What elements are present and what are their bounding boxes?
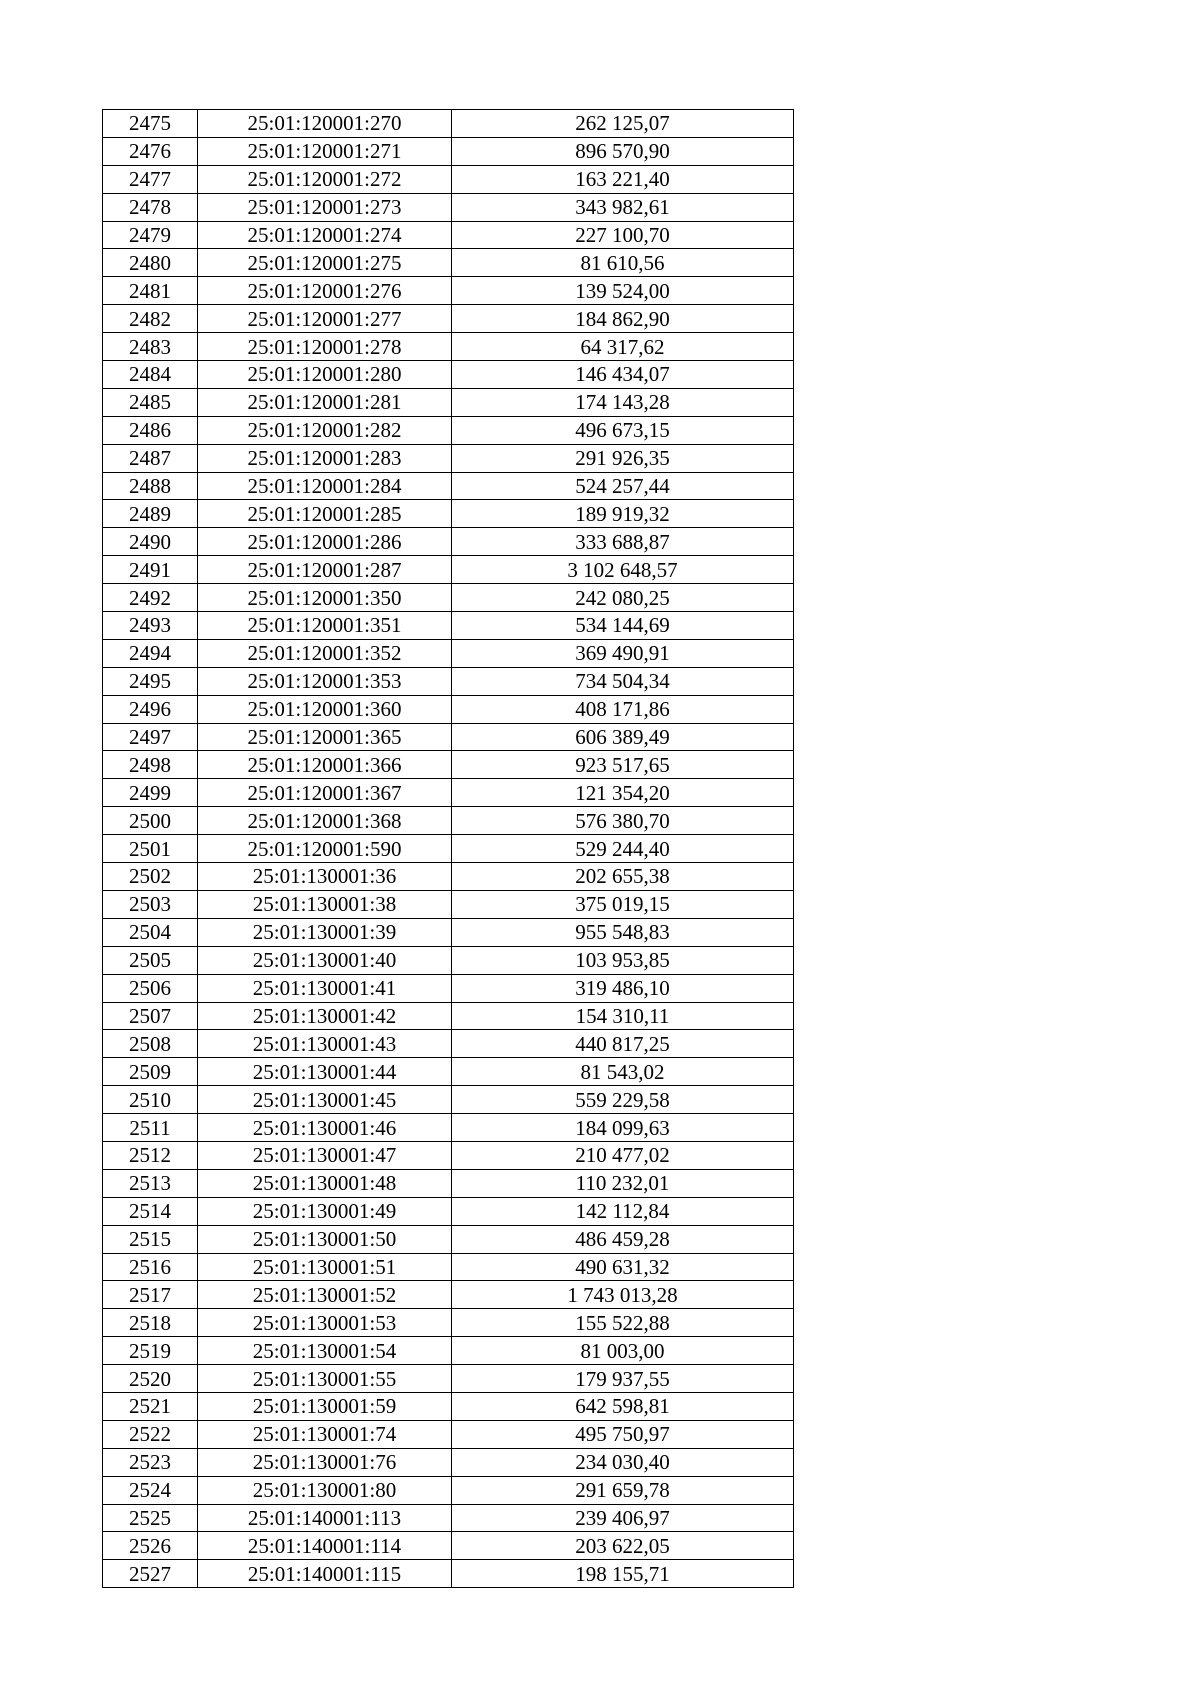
row-number-cell: 2517 — [103, 1281, 198, 1309]
cadastral-number-cell: 25:01:120001:351 — [198, 612, 452, 640]
table-row — [103, 500, 794, 528]
table-row — [103, 1420, 794, 1448]
row-number-cell: 2522 — [103, 1420, 198, 1448]
value-cell: 333 688,87 — [452, 528, 794, 556]
row-number-cell: 2509 — [103, 1058, 198, 1086]
cadastral-number-cell: 25:01:120001:270 — [198, 110, 452, 138]
row-number-cell: 2511 — [103, 1114, 198, 1142]
row-number-cell: 2480 — [103, 249, 198, 277]
cadastral-number-cell: 25:01:130001:47 — [198, 1141, 452, 1169]
table-row — [103, 890, 794, 918]
cadastral-number-cell: 25:01:120001:280 — [198, 361, 452, 389]
cadastral-number-cell: 25:01:120001:353 — [198, 667, 452, 695]
row-number-cell: 2518 — [103, 1309, 198, 1337]
cadastral-number-cell: 25:01:130001:48 — [198, 1169, 452, 1197]
row-number-cell: 2525 — [103, 1504, 198, 1532]
row-number-cell: 2527 — [103, 1560, 198, 1588]
table-row — [103, 1169, 794, 1197]
row-number-cell: 2519 — [103, 1337, 198, 1365]
row-number-cell: 2490 — [103, 528, 198, 556]
table-row — [103, 221, 794, 249]
value-cell: 343 982,61 — [452, 193, 794, 221]
value-cell: 81 610,56 — [452, 249, 794, 277]
table-row — [103, 333, 794, 361]
cadastral-number-cell: 25:01:120001:365 — [198, 723, 452, 751]
row-number-cell: 2483 — [103, 333, 198, 361]
value-cell: 146 434,07 — [452, 361, 794, 389]
cadastral-number-cell: 25:01:120001:274 — [198, 221, 452, 249]
cadastral-number-cell: 25:01:120001:277 — [198, 305, 452, 333]
value-cell: 955 548,83 — [452, 918, 794, 946]
row-number-cell: 2482 — [103, 305, 198, 333]
value-cell: 81 003,00 — [452, 1337, 794, 1365]
value-cell: 291 926,35 — [452, 444, 794, 472]
row-number-cell: 2505 — [103, 946, 198, 974]
table-row — [103, 277, 794, 305]
table-row — [103, 1560, 794, 1588]
value-cell: 529 244,40 — [452, 835, 794, 863]
table-row — [103, 946, 794, 974]
cadastral-number-cell: 25:01:130001:40 — [198, 946, 452, 974]
table-row — [103, 444, 794, 472]
value-cell: 1 743 013,28 — [452, 1281, 794, 1309]
row-number-cell: 2495 — [103, 667, 198, 695]
cadastral-number-cell: 25:01:140001:113 — [198, 1504, 452, 1532]
value-cell: 642 598,81 — [452, 1392, 794, 1420]
row-number-cell: 2477 — [103, 165, 198, 193]
row-number-cell: 2499 — [103, 779, 198, 807]
table-row — [103, 612, 794, 640]
value-cell: 184 099,63 — [452, 1114, 794, 1142]
value-cell: 179 937,55 — [452, 1365, 794, 1393]
row-number-cell: 2503 — [103, 890, 198, 918]
value-cell: 154 310,11 — [452, 1002, 794, 1030]
table-row — [103, 137, 794, 165]
table-row — [103, 361, 794, 389]
value-cell: 486 459,28 — [452, 1225, 794, 1253]
table-row — [103, 305, 794, 333]
table-row — [103, 918, 794, 946]
cadastral-value-table — [102, 109, 794, 1588]
cadastral-number-cell: 25:01:130001:43 — [198, 1030, 452, 1058]
row-number-cell: 2479 — [103, 221, 198, 249]
value-cell: 896 570,90 — [452, 137, 794, 165]
value-cell: 369 490,91 — [452, 639, 794, 667]
cadastral-number-cell: 25:01:120001:367 — [198, 779, 452, 807]
value-cell: 496 673,15 — [452, 416, 794, 444]
row-number-cell: 2496 — [103, 695, 198, 723]
table-row — [103, 1225, 794, 1253]
value-cell: 375 019,15 — [452, 890, 794, 918]
table-row — [103, 584, 794, 612]
row-number-cell: 2494 — [103, 639, 198, 667]
cadastral-number-cell: 25:01:130001:41 — [198, 974, 452, 1002]
row-number-cell: 2512 — [103, 1141, 198, 1169]
row-number-cell: 2478 — [103, 193, 198, 221]
row-number-cell: 2476 — [103, 137, 198, 165]
cadastral-number-cell: 25:01:130001:50 — [198, 1225, 452, 1253]
row-number-cell: 2506 — [103, 974, 198, 1002]
table-row — [103, 472, 794, 500]
value-cell: 319 486,10 — [452, 974, 794, 1002]
cadastral-number-cell: 25:01:130001:45 — [198, 1086, 452, 1114]
cadastral-number-cell: 25:01:120001:283 — [198, 444, 452, 472]
row-number-cell: 2507 — [103, 1002, 198, 1030]
row-number-cell: 2493 — [103, 612, 198, 640]
cadastral-number-cell: 25:01:130001:44 — [198, 1058, 452, 1086]
row-number-cell: 2485 — [103, 388, 198, 416]
cadastral-number-cell: 25:01:130001:80 — [198, 1476, 452, 1504]
row-number-cell: 2504 — [103, 918, 198, 946]
cadastral-number-cell: 25:01:120001:276 — [198, 277, 452, 305]
value-cell: 923 517,65 — [452, 751, 794, 779]
table-row — [103, 416, 794, 444]
value-cell: 227 100,70 — [452, 221, 794, 249]
table-row — [103, 835, 794, 863]
table-row — [103, 1281, 794, 1309]
table-row — [103, 110, 794, 138]
row-number-cell: 2488 — [103, 472, 198, 500]
table-row — [103, 388, 794, 416]
cadastral-number-cell: 25:01:120001:282 — [198, 416, 452, 444]
table-row — [103, 1030, 794, 1058]
value-cell: 559 229,58 — [452, 1086, 794, 1114]
row-number-cell: 2516 — [103, 1253, 198, 1281]
value-cell: 524 257,44 — [452, 472, 794, 500]
table-row — [103, 1532, 794, 1560]
cadastral-number-cell: 25:01:130001:54 — [198, 1337, 452, 1365]
cadastral-number-cell: 25:01:130001:42 — [198, 1002, 452, 1030]
row-number-cell: 2489 — [103, 500, 198, 528]
row-number-cell: 2523 — [103, 1448, 198, 1476]
value-cell: 110 232,01 — [452, 1169, 794, 1197]
value-cell: 103 953,85 — [452, 946, 794, 974]
value-cell: 291 659,78 — [452, 1476, 794, 1504]
row-number-cell: 2500 — [103, 807, 198, 835]
row-number-cell: 2497 — [103, 723, 198, 751]
cadastral-number-cell: 25:01:140001:114 — [198, 1532, 452, 1560]
table-row — [103, 1448, 794, 1476]
value-cell: 239 406,97 — [452, 1504, 794, 1532]
cadastral-number-cell: 25:01:120001:366 — [198, 751, 452, 779]
table-row — [103, 193, 794, 221]
row-number-cell: 2501 — [103, 835, 198, 863]
value-cell: 64 317,62 — [452, 333, 794, 361]
table-row — [103, 1197, 794, 1225]
row-number-cell: 2513 — [103, 1169, 198, 1197]
table-row — [103, 165, 794, 193]
value-cell: 81 543,02 — [452, 1058, 794, 1086]
row-number-cell: 2487 — [103, 444, 198, 472]
value-cell: 198 155,71 — [452, 1560, 794, 1588]
value-cell: 408 171,86 — [452, 695, 794, 723]
table-row — [103, 1002, 794, 1030]
cadastral-number-cell: 25:01:130001:52 — [198, 1281, 452, 1309]
cadastral-number-cell: 25:01:130001:39 — [198, 918, 452, 946]
row-number-cell: 2502 — [103, 863, 198, 891]
value-cell: 184 862,90 — [452, 305, 794, 333]
row-number-cell: 2510 — [103, 1086, 198, 1114]
value-cell: 203 622,05 — [452, 1532, 794, 1560]
table-row — [103, 1365, 794, 1393]
cadastral-number-cell: 25:01:120001:272 — [198, 165, 452, 193]
cadastral-number-cell: 25:01:130001:76 — [198, 1448, 452, 1476]
table-row — [103, 751, 794, 779]
cadastral-number-cell: 25:01:130001:51 — [198, 1253, 452, 1281]
table-row — [103, 1058, 794, 1086]
cadastral-number-cell: 25:01:120001:350 — [198, 584, 452, 612]
cadastral-number-cell: 25:01:140001:115 — [198, 1560, 452, 1588]
table-body — [103, 110, 794, 1588]
row-number-cell: 2524 — [103, 1476, 198, 1504]
table-row — [103, 1392, 794, 1420]
value-cell: 189 919,32 — [452, 500, 794, 528]
cadastral-number-cell: 25:01:120001:368 — [198, 807, 452, 835]
value-cell: 3 102 648,57 — [452, 556, 794, 584]
value-cell: 490 631,32 — [452, 1253, 794, 1281]
table-row — [103, 1309, 794, 1337]
table-row — [103, 528, 794, 556]
value-cell: 242 080,25 — [452, 584, 794, 612]
table-row — [103, 667, 794, 695]
value-cell: 440 817,25 — [452, 1030, 794, 1058]
cadastral-number-cell: 25:01:120001:286 — [198, 528, 452, 556]
value-cell: 734 504,34 — [452, 667, 794, 695]
cadastral-number-cell: 25:01:130001:36 — [198, 863, 452, 891]
table-row — [103, 695, 794, 723]
cadastral-number-cell: 25:01:130001:74 — [198, 1420, 452, 1448]
row-number-cell: 2491 — [103, 556, 198, 584]
value-cell: 139 524,00 — [452, 277, 794, 305]
cadastral-number-cell: 25:01:130001:49 — [198, 1197, 452, 1225]
row-number-cell: 2526 — [103, 1532, 198, 1560]
row-number-cell: 2508 — [103, 1030, 198, 1058]
row-number-cell: 2521 — [103, 1392, 198, 1420]
cadastral-number-cell: 25:01:120001:287 — [198, 556, 452, 584]
table-row — [103, 779, 794, 807]
table-row — [103, 556, 794, 584]
table-row — [103, 807, 794, 835]
cadastral-number-cell: 25:01:120001:285 — [198, 500, 452, 528]
cadastral-number-cell: 25:01:130001:59 — [198, 1392, 452, 1420]
cadastral-number-cell: 25:01:120001:281 — [198, 388, 452, 416]
table-row — [103, 1114, 794, 1142]
table-row — [103, 863, 794, 891]
cadastral-number-cell: 25:01:120001:590 — [198, 835, 452, 863]
table-row — [103, 723, 794, 751]
row-number-cell: 2498 — [103, 751, 198, 779]
value-cell: 155 522,88 — [452, 1309, 794, 1337]
table-row — [103, 1476, 794, 1504]
table-row — [103, 639, 794, 667]
cadastral-number-cell: 25:01:130001:38 — [198, 890, 452, 918]
value-cell: 576 380,70 — [452, 807, 794, 835]
cadastral-number-cell: 25:01:120001:273 — [198, 193, 452, 221]
table-row — [103, 1337, 794, 1365]
table-row — [103, 249, 794, 277]
table-row — [103, 1141, 794, 1169]
value-cell: 210 477,02 — [452, 1141, 794, 1169]
row-number-cell: 2492 — [103, 584, 198, 612]
row-number-cell: 2515 — [103, 1225, 198, 1253]
cadastral-number-cell: 25:01:120001:352 — [198, 639, 452, 667]
value-cell: 495 750,97 — [452, 1420, 794, 1448]
cadastral-number-cell: 25:01:120001:360 — [198, 695, 452, 723]
row-number-cell: 2484 — [103, 361, 198, 389]
value-cell: 121 354,20 — [452, 779, 794, 807]
row-number-cell: 2481 — [103, 277, 198, 305]
value-cell: 202 655,38 — [452, 863, 794, 891]
value-cell: 606 389,49 — [452, 723, 794, 751]
value-cell: 262 125,07 — [452, 110, 794, 138]
value-cell: 234 030,40 — [452, 1448, 794, 1476]
table-row — [103, 974, 794, 1002]
value-cell: 142 112,84 — [452, 1197, 794, 1225]
table-row — [103, 1253, 794, 1281]
cadastral-number-cell: 25:01:130001:46 — [198, 1114, 452, 1142]
row-number-cell: 2514 — [103, 1197, 198, 1225]
row-number-cell: 2520 — [103, 1365, 198, 1393]
cadastral-number-cell: 25:01:120001:278 — [198, 333, 452, 361]
table-row — [103, 1504, 794, 1532]
cadastral-number-cell: 25:01:130001:53 — [198, 1309, 452, 1337]
row-number-cell: 2475 — [103, 110, 198, 138]
cadastral-number-cell: 25:01:120001:271 — [198, 137, 452, 165]
cadastral-number-cell: 25:01:130001:55 — [198, 1365, 452, 1393]
value-cell: 174 143,28 — [452, 388, 794, 416]
table-row — [103, 1086, 794, 1114]
row-number-cell: 2486 — [103, 416, 198, 444]
value-cell: 534 144,69 — [452, 612, 794, 640]
cadastral-number-cell: 25:01:120001:284 — [198, 472, 452, 500]
cadastral-number-cell: 25:01:120001:275 — [198, 249, 452, 277]
value-cell: 163 221,40 — [452, 165, 794, 193]
